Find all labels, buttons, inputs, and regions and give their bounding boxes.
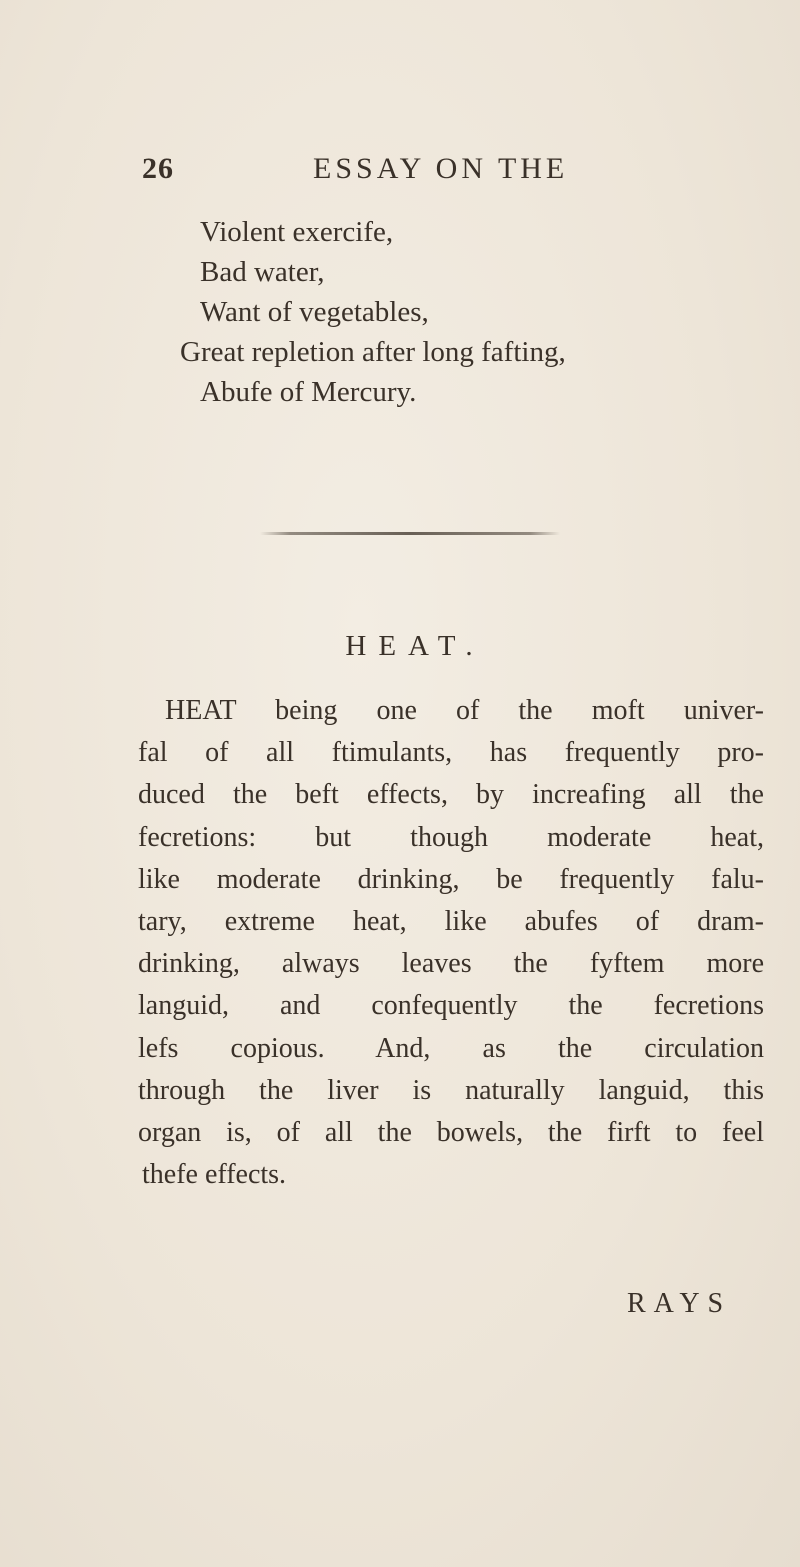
- running-title: ESSAY ON THE: [313, 152, 569, 185]
- paragraph-line: like moderate drinking, be frequently falu-: [138, 863, 764, 895]
- causes-list: [180, 212, 760, 412]
- paragraph: [138, 690, 764, 1196]
- paragraph-line: lefs copious. And, as the circulation: [138, 1032, 764, 1064]
- section-heading: HEAT.: [345, 630, 485, 662]
- page-number: 26: [142, 152, 174, 185]
- paragraph-line: through the liver is naturally languid, this: [138, 1074, 764, 1106]
- section-divider: [260, 532, 560, 535]
- paragraph-line: languid, and confequently the fecretions: [138, 990, 764, 1022]
- list-item: Bad water,: [200, 256, 325, 288]
- list-item: Abufe of Mercury.: [200, 376, 417, 408]
- paragraph-line: fal of all ftimulants, has frequently pro-: [138, 737, 764, 769]
- paragraph-line: thefe effects.: [142, 1159, 287, 1191]
- paragraph-line: fecretions: but though moderate heat,: [138, 821, 764, 853]
- list-item: Want of vegetables,: [200, 296, 429, 328]
- paragraph-line: organ is, of all the bowels, the firft to feel: [138, 1117, 764, 1149]
- list-item: Violent exercife,: [200, 216, 394, 248]
- running-head: [0, 152, 800, 192]
- paragraph-line: drinking, always leaves the fyftem more: [138, 948, 764, 980]
- catchword: RAYS: [627, 1288, 732, 1319]
- paragraph-line: HEAT being one of the moft univer-: [165, 695, 764, 726]
- list-item: Great repletion after long fafting,: [180, 336, 566, 368]
- paragraph-line: tary, extreme heat, like abufes of dram-: [138, 906, 764, 938]
- paragraph-line: duced the beft effects, by increafing all the: [138, 779, 764, 811]
